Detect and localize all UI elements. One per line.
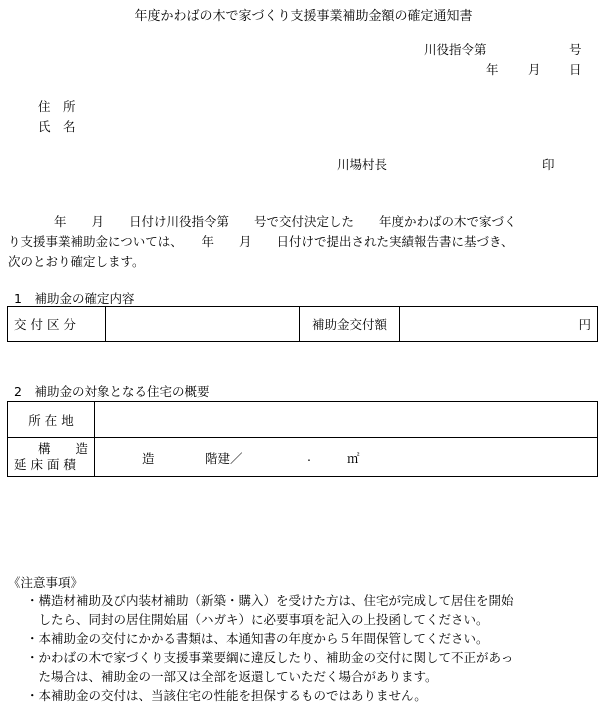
reference-prefix: 川役指令第 [424,42,487,57]
body-line-1: 年 月 日付け川役指令第 号で交付決定した 年度かわばの木で家づく [54,214,517,229]
section-1-heading: 1 補助金の確定内容 [14,291,135,306]
issuer-seal: 印 [542,157,555,172]
area-unit: ㎡ [347,451,360,466]
structure-area-label-cell [8,438,95,477]
location-value-cell [95,402,598,438]
floor-area-label: 延 床 面 積 [14,457,76,472]
recipient-name-label: 氏 名 [38,119,76,134]
date-year: 年 [486,62,499,77]
structure-label: 構 造 [37,441,88,456]
issuer-name: 川場村長 [337,157,388,172]
date-month: 月 [528,62,541,77]
section-2-heading: 2 補助金の対象となる住宅の概要 [14,384,210,399]
confirmation-table [7,306,598,342]
body-line-2: り支援事業補助金については、 年 月 日付けで提出された実績報告書に基づき、 [8,234,514,249]
category-label: 交 付 区 分 [8,307,106,342]
note-line: た場合は、補助金の一部又は全部を返還していただく場合があります。 [26,669,438,684]
document-title: 年度かわばの木で家づくり支援事業補助金額の確定通知書 [134,9,473,24]
note-line: したら、同封の居住開始届（ハガキ）に必要事項を記入の上投函してください。 [26,612,489,627]
category-value-cell [106,307,300,342]
amount-unit: 円 [400,307,598,342]
note-line: ・構造材補助及び内装材補助（新築・購入）を受けた方は、住宅が完成して居住を開始 [26,593,514,608]
recipient-address-label: 住 所 [38,99,76,114]
amount-label: 補助金交付額 [300,307,400,342]
note-line: ・本補助金の交付は、当該住宅の性能を担保するものではありません。 [26,688,427,703]
notes-heading: 《注意事項》 [8,575,84,590]
area-decimal-point: . [307,449,311,464]
location-label: 所 在 地 [8,402,95,438]
note-line: ・本補助金の交付にかかる書類は、本通知書の年度から５年間保管してください。 [26,631,489,646]
housing-table [7,401,598,477]
structure-type-text: 造 [142,451,155,466]
structure-area-value-cell [95,438,598,477]
date-day: 日 [569,62,582,77]
reference-number-suffix: 号 [569,42,582,57]
floors-text: 階建／ [205,451,243,466]
note-line: ・かわばの木で家づくり支援事業要綱に違反したり、補助金の交付に関して不正があっ [26,650,514,665]
body-line-3: 次のとおり確定します。 [8,254,145,269]
